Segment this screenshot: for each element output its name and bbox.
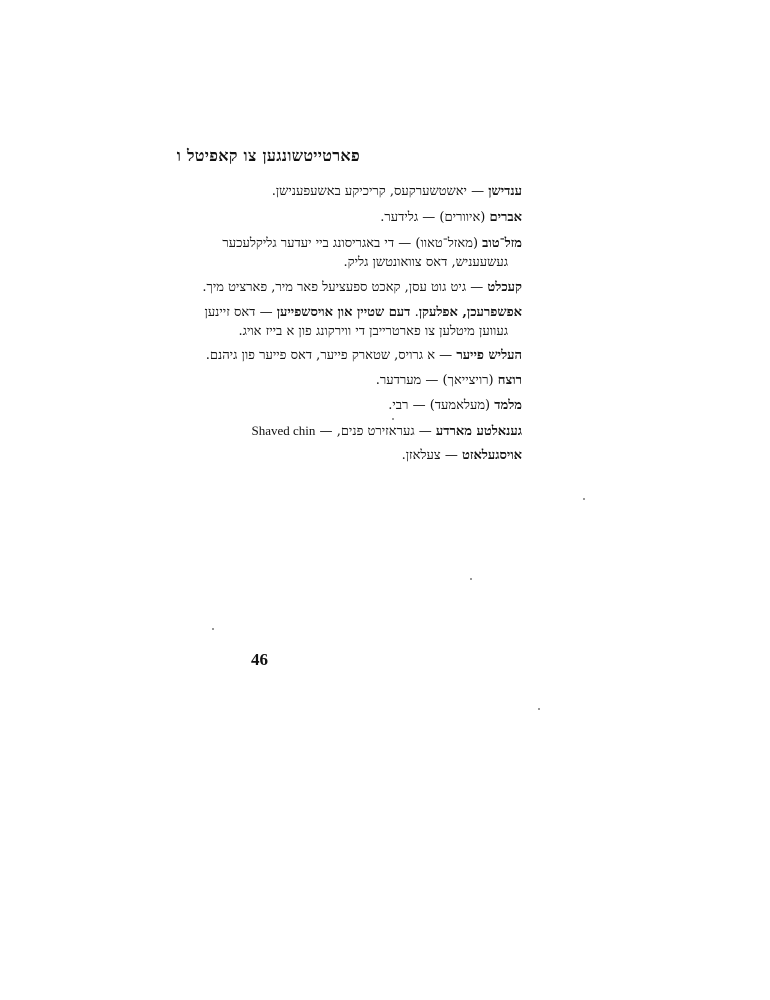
entry-dash-2: — [319,424,333,439]
entry-dash: — [471,184,485,199]
scan-speck [212,628,214,630]
entry-pronunciation: (רויצייאך) [442,373,494,388]
entry-definition: די באגריסונג ביי יעדער גליקלעכער [222,236,395,251]
entry-dash: — [470,280,484,295]
entry-definition: געראזירט פנים, [336,424,415,439]
entry-dash: — [398,236,412,251]
entry-definition: דאס זיינען [204,305,256,320]
glossary-entry-5: אפשפרעכן, אפלעקן. דעם שטיין און אויסשפייען — דאס זיינען געווען מיטלען צו פארטרייבן די ווירקונג פון א בייז אויג. [82,303,522,341]
entry-term: רוצח [497,373,522,388]
entry-term: אויסגעלאזט [461,448,522,463]
entry-term: קעכלט [487,280,522,295]
scan-speck [470,578,472,580]
glossary-entry-10 [82,446,522,465]
entry-definition: מערדער. [375,373,422,388]
glossary-entry-8 [82,396,522,415]
entry-dash: — [425,373,439,388]
entry-term: ענדישן [488,184,522,199]
glossary-entry-6 [82,346,522,365]
glossary-entry-2 [82,208,522,227]
entry-term: העליש פייער [456,348,522,363]
entry-definition: יאשטשערקעס, קריכיקע באשעפענישן. [271,184,467,199]
entry-continuation: געשעעניש, דאס צוואונטשן גליק. [343,255,508,270]
entry-pronunciation: (מאזל־טאוו) [415,236,479,251]
entry-definition: גלידער. [380,210,419,225]
glossary-entry-4 [82,278,522,297]
chapter-glossary-heading: פארטייטשונגען צו קאפיטל ו [176,146,360,165]
entry-definition: גיט גוט עסן, קאכט ספעציעל פאר מיר, פארציט מיך. [202,280,467,295]
entry-definition: רבי. [388,398,409,413]
entry-term: אפשפרעכן, אפלעקן [418,305,522,320]
page-number: 46 [251,650,268,669]
entry-pronunciation: (מעלאמעד) [429,398,491,413]
entry-term: גענאלטע מארדע [435,424,522,439]
entry-definition: צעלאזן. [401,448,441,463]
entry-dash: — [439,348,453,363]
entry-dash: — [418,424,432,439]
entry-dash: — [412,398,426,413]
entry-continuation: געווען מיטלען צו פארטרייבן די ווירקונג פון א בייז אויג. [238,324,508,339]
glossary-entry-3 [82,234,522,272]
entry-dash: — [259,305,273,320]
glossary-entry-1 [82,182,522,201]
scan-speck [392,418,394,420]
glossary-entry-9 [82,421,522,441]
scan-speck [583,498,585,500]
entry-term: מלמד [494,398,522,413]
glossary-entry-7 [82,371,522,390]
entry-term: אברים [489,210,522,225]
entry-term: מזל־טוב [482,236,522,251]
english-gloss: Shaved chin [251,423,316,438]
entry-term-extra: דעם שטיין און אויסשפייען [276,305,411,320]
entry-pronunciation: (איוורים) [439,210,486,225]
entry-dash: — [422,210,436,225]
scan-speck [538,708,540,710]
entry-definition: א גרויס, שטארק פייער, דאס פייער פון גיהנם. [205,348,436,363]
entry-dash: — [444,448,458,463]
